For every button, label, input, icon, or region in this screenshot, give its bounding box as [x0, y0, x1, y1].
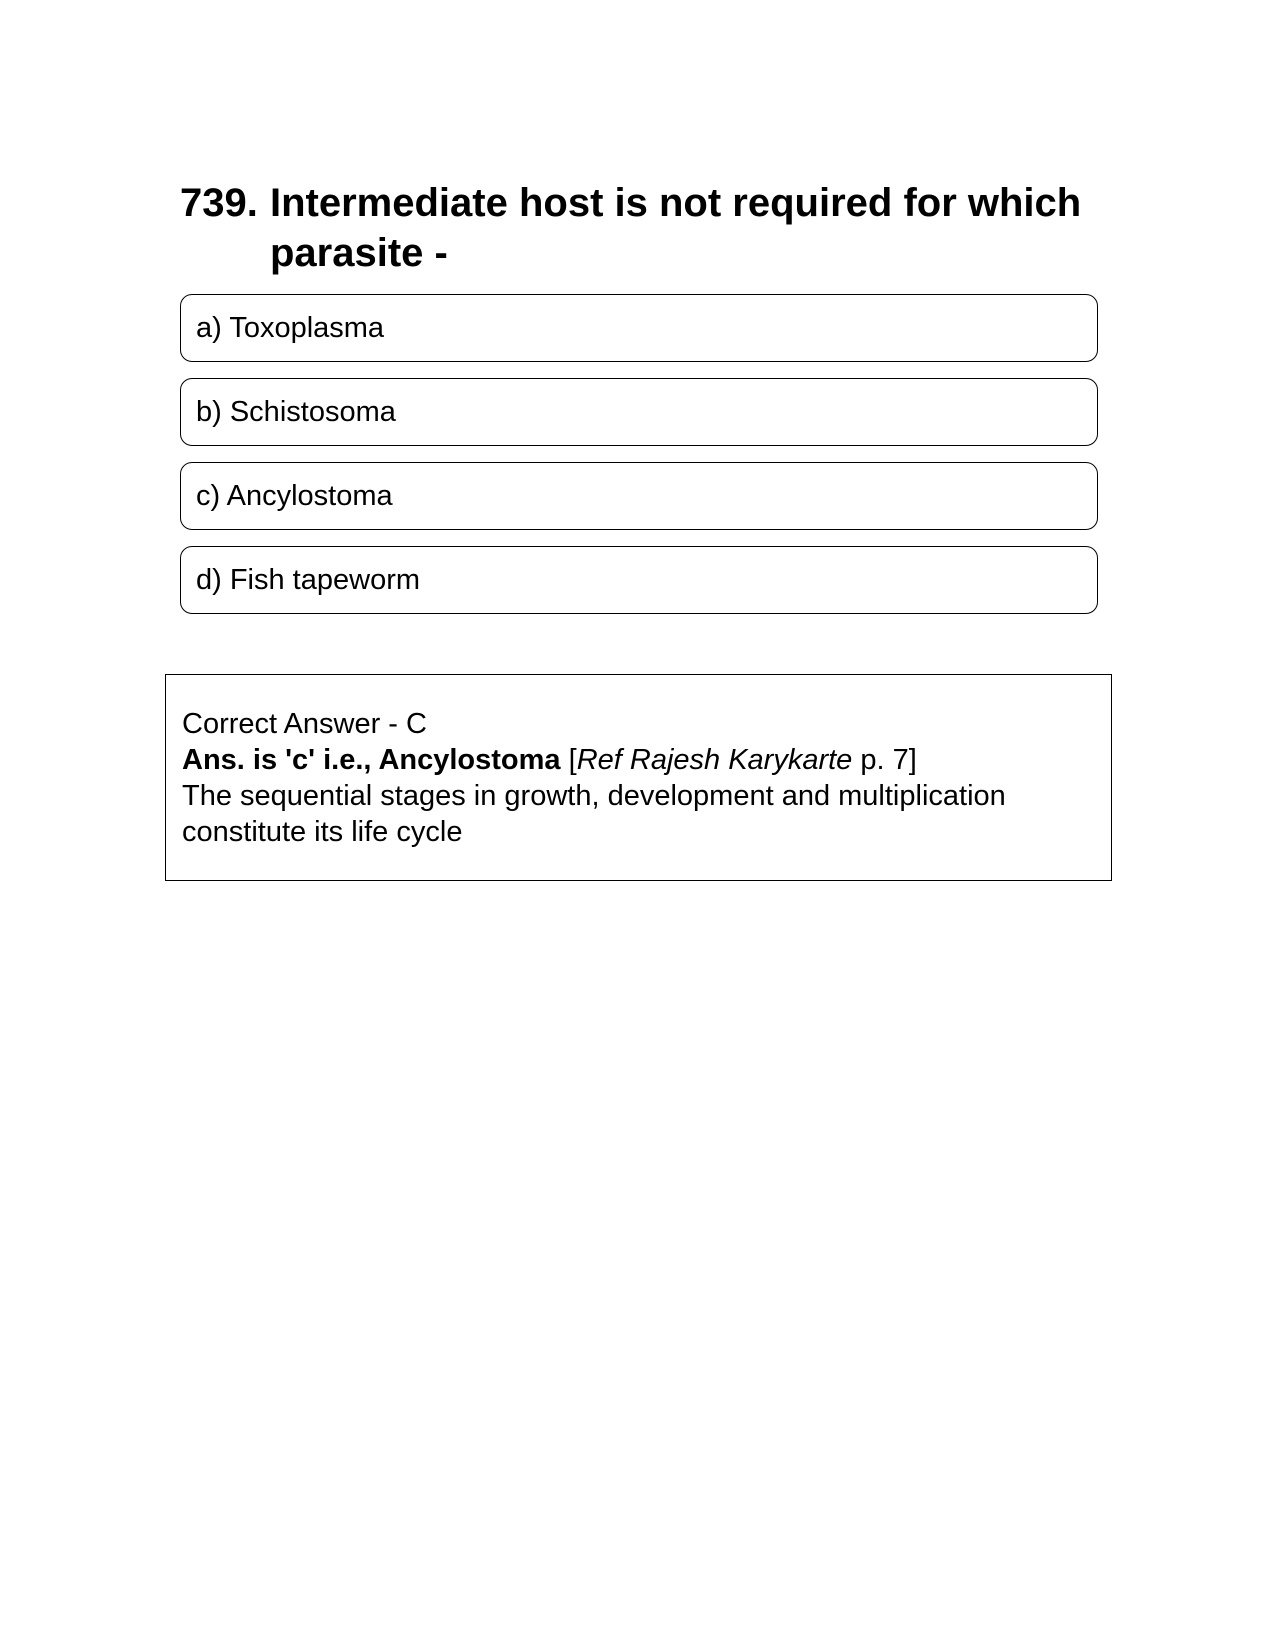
- option-a[interactable]: a) Toxoplasma: [180, 294, 1098, 362]
- reference-open-bracket: [: [568, 744, 577, 776]
- option-b[interactable]: b) Schistosoma: [180, 378, 1098, 446]
- reference-page: p. 7]: [852, 744, 917, 776]
- option-c[interactable]: c) Ancylostoma: [180, 462, 1098, 530]
- options-list: [180, 294, 1098, 630]
- correct-answer-line: Correct Answer - C: [182, 708, 427, 740]
- question-text: Intermediate host is not required for which parasite -: [270, 181, 1082, 275]
- answer-explanation: The sequential stages in growth, development and multiplication constitute its life cycle: [182, 780, 1006, 848]
- answer-statement: Ans. is 'c' i.e., Ancylostoma: [182, 744, 561, 776]
- question: [180, 178, 1100, 278]
- question-number: 739.: [180, 181, 258, 225]
- option-d[interactable]: d) Fish tapeworm: [180, 546, 1098, 614]
- answer-box: [165, 674, 1112, 881]
- reference-source: Ref Rajesh Karykarte: [576, 744, 853, 776]
- answer-reference-line: [182, 742, 1096, 778]
